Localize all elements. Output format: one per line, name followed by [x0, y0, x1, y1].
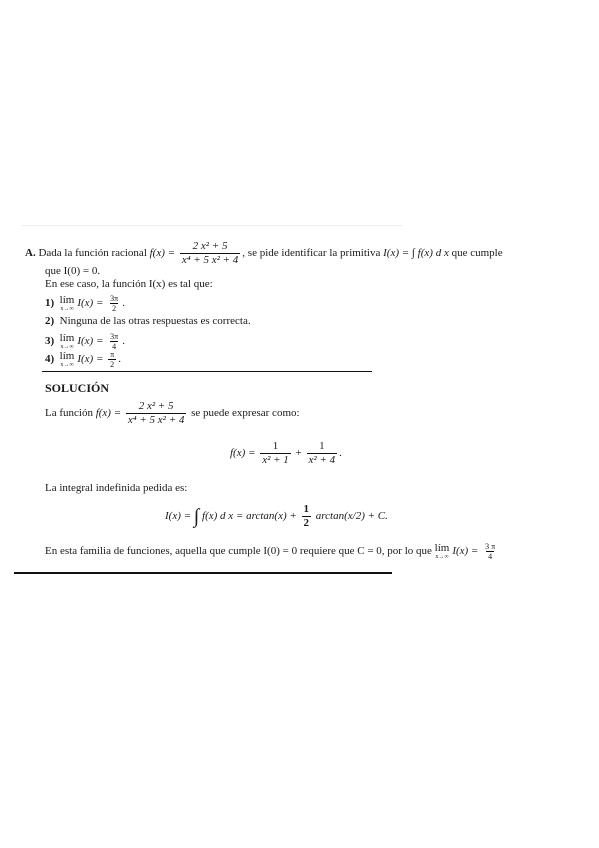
integral-half: [302, 503, 312, 530]
solution-intro-after: se puede expresar como:: [191, 407, 300, 420]
bottom-rule: [14, 572, 392, 574]
option-1-lim-sub: x→∞: [60, 305, 74, 312]
option-3: [45, 332, 125, 351]
decomp-term-2: [307, 440, 338, 467]
problem-text-middle: , se pide identificar la primitiva: [242, 247, 381, 260]
final-fraction: [483, 542, 497, 561]
problem-text-before: Dada la función racional: [38, 247, 147, 260]
problem-line-2: que I(0) = 0.: [45, 265, 101, 277]
final-limit: [435, 543, 450, 561]
option-2-text: Ninguna de las otras respuestas es correcta.: [59, 315, 251, 327]
final-frac-den: 4: [488, 552, 493, 561]
option-1-tail: .: [122, 297, 125, 310]
problem-line-3: En ese caso, la función I(x) es tal que:: [45, 278, 213, 290]
solution-f-numerator: 2 x² + 5: [138, 400, 174, 412]
option-3-lim-sub: x→∞: [60, 343, 74, 350]
option-4-limit: [60, 351, 75, 369]
option-3-frac-num: 3π: [110, 332, 119, 341]
problem-f-numerator: 2 x² + 5: [192, 240, 228, 252]
option-4-expr: I(x) =: [77, 353, 104, 366]
integral-mid: f(x) d x = arctan(x) +: [202, 510, 297, 523]
option-3-expr: I(x) =: [77, 335, 104, 348]
option-3-number: 3): [45, 335, 55, 348]
final-frac-num: 3 π: [485, 542, 496, 551]
solution-heading: SOLUCIÓN: [45, 381, 110, 395]
option-4-number: 4): [45, 353, 55, 366]
integral-formula: [165, 503, 388, 530]
decomp-term-1-num: 1: [272, 440, 279, 452]
option-4-lim-op: lím: [59, 349, 75, 362]
top-faint-rule: [22, 225, 402, 226]
final-lim-op: lím: [434, 541, 450, 554]
solution-f-lhs: f(x) =: [95, 407, 122, 420]
decomp-lhs: f(x) =: [230, 447, 256, 460]
decomp-term-1-den: x² + 1: [262, 454, 289, 466]
integral-tail: arctan(x/2) + C.: [315, 510, 388, 523]
decomp-plus: +: [295, 447, 302, 460]
option-1-frac-num: 3π: [110, 294, 119, 303]
solution-intro: [45, 400, 300, 427]
problem-f-lhs: f(x) =: [149, 247, 176, 260]
decomp-tail: .: [339, 447, 342, 460]
option-2: [45, 314, 251, 328]
option-4-frac-den: 2: [110, 360, 115, 369]
option-4-tail: .: [118, 353, 121, 366]
option-3-frac-den: 4: [112, 342, 117, 351]
option-1-limit: [60, 295, 75, 313]
option-1-lim-op: lím: [59, 293, 75, 306]
final-expr: I(x) =: [452, 545, 479, 558]
integral-half-den: 2: [303, 517, 310, 529]
decomp-term-2-num: 1: [319, 440, 325, 452]
option-3-limit: [60, 333, 75, 351]
decomp-term-1: [260, 440, 291, 467]
final-lim-sub: x→∞: [435, 553, 449, 560]
options-divider: [42, 371, 372, 372]
decomposition-formula: [230, 440, 342, 467]
option-4-fraction: [108, 350, 116, 369]
option-1-number: 1): [45, 297, 55, 310]
integral-sign: ∫: [193, 505, 200, 528]
solution-intro-before: La función: [45, 407, 93, 420]
option-3-lim-op: lím: [59, 331, 75, 344]
option-1: [45, 294, 125, 313]
problem-primitive: I(x) = ∫ f(x) d x: [383, 247, 449, 260]
integral-lhs: I(x) =: [165, 510, 192, 523]
decomp-term-2-den: x² + 4: [308, 454, 336, 466]
option-2-number: 2): [45, 315, 55, 327]
solution-f-denominator: x⁴ + 5 x² + 4: [127, 414, 185, 426]
option-3-fraction: [108, 332, 120, 351]
problem-f-denominator: x⁴ + 5 x² + 4: [181, 254, 239, 266]
option-1-frac-den: 2: [112, 304, 117, 313]
integral-intro: La integral indefinida pedida es:: [45, 482, 188, 494]
final-text: En esta familia de funciones, aquella que cumple I(0) = 0 requiere que C = 0, por lo que: [45, 545, 432, 558]
option-1-fraction: [108, 294, 120, 313]
final-conclusion: [45, 542, 499, 561]
option-4-lim-sub: x→∞: [60, 361, 74, 368]
problem-line-1: [25, 240, 503, 267]
solution-f-fraction: [126, 400, 186, 427]
problem-text-after: que cumple: [451, 247, 503, 260]
option-1-expr: I(x) =: [77, 297, 104, 310]
option-4: [45, 350, 121, 369]
problem-label: A.: [25, 247, 36, 260]
option-3-tail: .: [122, 335, 125, 348]
problem-f-fraction: [180, 240, 240, 267]
option-4-frac-num: π: [110, 350, 115, 359]
integral-half-num: 1: [303, 503, 310, 515]
